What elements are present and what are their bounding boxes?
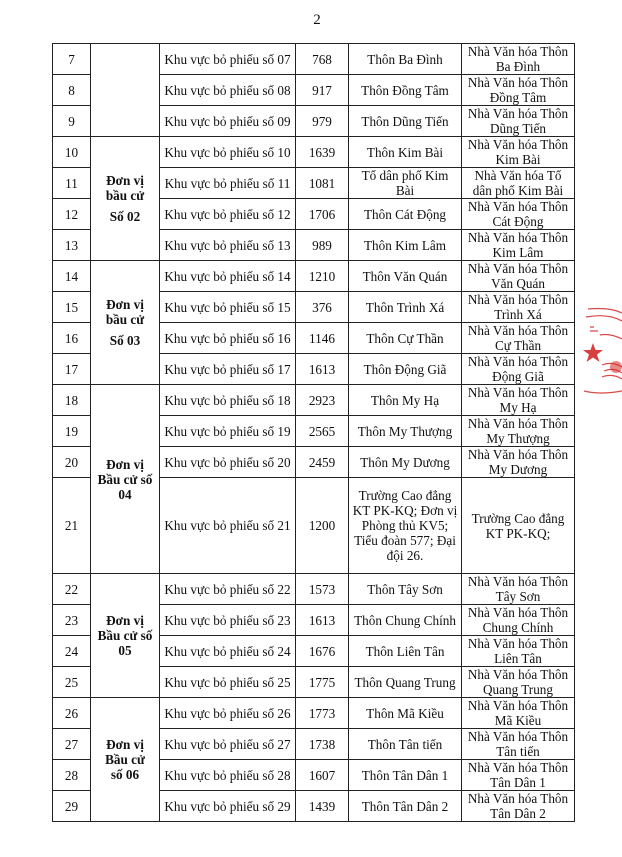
row-number-cell: 17	[53, 354, 91, 385]
polling-area-cell: Khu vực bỏ phiếu số 29	[160, 791, 296, 822]
electoral-unit-cell	[91, 261, 160, 385]
polling-place-cell: Nhà Văn hóa Thôn Trình Xá	[462, 292, 575, 323]
polling-area-cell: Khu vực bỏ phiếu số 22	[160, 574, 296, 605]
voter-count-cell: 1639	[296, 137, 349, 168]
polling-area-cell: Khu vực bỏ phiếu số 14	[160, 261, 296, 292]
row-number-cell: 9	[53, 106, 91, 137]
polling-place-cell: Nhà Văn hóa Thôn Tây Sơn	[462, 574, 575, 605]
voter-count-cell: 1607	[296, 760, 349, 791]
village-cell: Thôn Liên Tân	[349, 636, 462, 667]
polling-place-cell: Nhà Văn hóa Thôn My Dương	[462, 447, 575, 478]
row-number-cell: 13	[53, 230, 91, 261]
polling-area-cell: Khu vực bỏ phiếu số 17	[160, 354, 296, 385]
red-seal-stamp	[580, 305, 622, 405]
polling-area-cell: Khu vực bỏ phiếu số 27	[160, 729, 296, 760]
voter-count-cell: 1706	[296, 199, 349, 230]
row-number-cell: 28	[53, 760, 91, 791]
voter-count-cell: 1676	[296, 636, 349, 667]
polling-place-cell: Nhà Văn hóa Thôn Kim Lâm	[462, 230, 575, 261]
village-cell: Thôn Cự Thần	[349, 323, 462, 354]
electoral-unit-line: Số 03	[109, 333, 141, 348]
polling-place-cell: Nhà Văn hóa Thôn Cát Động	[462, 199, 575, 230]
electoral-unit-cell	[91, 44, 160, 137]
village-cell: Trường Cao đẳng KT PK-KQ; Đơn vị Phòng thủ KV5; Tiểu đoàn 577; Đại đội 26.	[349, 478, 462, 574]
table-row	[53, 137, 575, 168]
row-number-cell: 16	[53, 323, 91, 354]
polling-place-cell: Nhà Văn hóa Thôn Tân Dân 2	[462, 791, 575, 822]
electoral-unit-cell	[91, 574, 160, 698]
voter-count-cell: 2565	[296, 416, 349, 447]
polling-area-cell: Khu vực bỏ phiếu số 09	[160, 106, 296, 137]
row-number-cell: 8	[53, 75, 91, 106]
polling-area-cell: Khu vực bỏ phiếu số 24	[160, 636, 296, 667]
voter-count-cell: 1573	[296, 574, 349, 605]
electoral-unit-line: Đơn vị	[106, 297, 144, 312]
voter-count-cell: 2923	[296, 385, 349, 416]
polling-area-cell: Khu vực bỏ phiếu số 12	[160, 199, 296, 230]
village-cell: Thôn Tân Dân 1	[349, 760, 462, 791]
voter-count-cell: 1613	[296, 605, 349, 636]
row-number-cell: 23	[53, 605, 91, 636]
village-cell: Thôn Văn Quán	[349, 261, 462, 292]
electoral-unit-line: số 06	[110, 767, 140, 782]
voter-count-cell: 1613	[296, 354, 349, 385]
polling-place-cell: Nhà Văn hóa Thôn Dũng Tiến	[462, 106, 575, 137]
table-row	[53, 385, 575, 416]
star-icon	[583, 343, 603, 362]
row-number-cell: 21	[53, 478, 91, 574]
polling-area-cell: Khu vực bỏ phiếu số 07	[160, 44, 296, 75]
village-cell: Thôn Tân tiến	[349, 729, 462, 760]
electoral-unit-line: Bầu cử số	[97, 471, 153, 487]
polling-place-cell: Nhà Văn hóa Thôn Tân Dân 1	[462, 760, 575, 791]
electoral-unit-line: Đơn vị	[106, 737, 144, 752]
village-cell: Thôn My Dương	[349, 447, 462, 478]
polling-place-cell: Nhà Văn hóa Tổ dân phố Kim Bài	[462, 168, 575, 199]
polling-area-cell: Khu vực bỏ phiếu số 25	[160, 667, 296, 698]
village-cell: Thôn My Thượng	[349, 416, 462, 447]
electoral-unit-cell	[91, 137, 160, 261]
polling-place-cell: Nhà Văn hóa Thôn Động Giã	[462, 354, 575, 385]
polling-place-cell: Nhà Văn hóa Thôn My Thượng	[462, 416, 575, 447]
voter-count-cell: 2459	[296, 447, 349, 478]
polling-place-cell: Nhà Văn hóa Thôn Ba Đình	[462, 44, 575, 75]
polling-place-cell: Nhà Văn hóa Thôn Tân tiến	[462, 729, 575, 760]
polling-area-cell: Khu vực bỏ phiếu số 26	[160, 698, 296, 729]
polling-place-cell: Nhà Văn hóa Thôn Cự Thần	[462, 323, 575, 354]
electoral-unit-line: 04	[118, 486, 132, 502]
village-cell: Tổ dân phố Kim Bài	[349, 168, 462, 199]
village-cell: Thôn Quang Trung	[349, 667, 462, 698]
voter-count-cell: 1773	[296, 698, 349, 729]
voter-count-cell: 1439	[296, 791, 349, 822]
row-number-cell: 29	[53, 791, 91, 822]
polling-place-cell: Trường Cao đẳng KT PK-KQ;	[462, 478, 575, 574]
village-cell: Thôn Kim Lâm	[349, 230, 462, 261]
electoral-unit-line: 05	[118, 643, 132, 658]
table-row	[53, 44, 575, 75]
voter-count-cell: 917	[296, 75, 349, 106]
polling-area-cell: Khu vực bỏ phiếu số 11	[160, 168, 296, 199]
village-cell: Thôn Tân Dân 2	[349, 791, 462, 822]
voter-count-cell: 1200	[296, 478, 349, 574]
row-number-cell: 14	[53, 261, 91, 292]
village-cell: Thôn Động Giã	[349, 354, 462, 385]
polling-area-cell: Khu vực bỏ phiếu số 08	[160, 75, 296, 106]
voter-count-cell: 1146	[296, 323, 349, 354]
row-number-cell: 20	[53, 447, 91, 478]
polling-area-cell: Khu vực bỏ phiếu số 20	[160, 447, 296, 478]
electoral-unit-line: bầu cử	[105, 188, 145, 203]
row-number-cell: 15	[53, 292, 91, 323]
electoral-unit-line: Đơn vị	[106, 456, 144, 472]
polling-place-cell: Nhà Văn hóa Thôn My Hạ	[462, 385, 575, 416]
village-cell: Thôn My Hạ	[349, 385, 462, 416]
polling-area-cell: Khu vực bỏ phiếu số 16	[160, 323, 296, 354]
table-row	[53, 261, 575, 292]
village-cell: Thôn Ba Đình	[349, 44, 462, 75]
electoral-unit-line: Đơn vị	[106, 173, 144, 188]
polling-place-cell: Nhà Văn hóa Thôn Liên Tân	[462, 636, 575, 667]
row-number-cell: 25	[53, 667, 91, 698]
polling-place-cell: Nhà Văn hóa Thôn Quang Trung	[462, 667, 575, 698]
voter-count-cell: 1775	[296, 667, 349, 698]
village-cell: Thôn Tây Sơn	[349, 574, 462, 605]
polling-area-cell: Khu vực bỏ phiếu số 10	[160, 137, 296, 168]
row-number-cell: 24	[53, 636, 91, 667]
polling-place-cell: Nhà Văn hóa Thôn Đồng Tâm	[462, 75, 575, 106]
village-cell: Thôn Mã Kiều	[349, 698, 462, 729]
polling-place-cell: Nhà Văn hóa Thôn Văn Quán	[462, 261, 575, 292]
electoral-unit-line: Bầu cử số	[97, 628, 153, 643]
polling-area-cell: Khu vực bỏ phiếu số 28	[160, 760, 296, 791]
row-number-cell: 19	[53, 416, 91, 447]
row-number-cell: 22	[53, 574, 91, 605]
polling-area-cell: Khu vực bỏ phiếu số 21	[160, 478, 296, 574]
polling-place-cell: Nhà Văn hóa Thôn Chung Chính	[462, 605, 575, 636]
village-cell: Thôn Cát Động	[349, 199, 462, 230]
electoral-unit-cell	[91, 385, 160, 574]
village-cell: Thôn Chung Chính	[349, 605, 462, 636]
electoral-unit-line: bầu cử	[105, 312, 145, 327]
row-number-cell: 11	[53, 168, 91, 199]
voter-count-cell: 768	[296, 44, 349, 75]
voter-count-cell: 376	[296, 292, 349, 323]
polling-place-cell: Nhà Văn hóa Thôn Kim Bài	[462, 137, 575, 168]
row-number-cell: 7	[53, 44, 91, 75]
village-cell: Thôn Kim Bài	[349, 137, 462, 168]
electoral-unit-line: Bầu cử	[105, 752, 145, 767]
table-row	[53, 574, 575, 605]
row-number-cell: 26	[53, 698, 91, 729]
polling-area-cell: Khu vực bỏ phiếu số 15	[160, 292, 296, 323]
voter-count-cell: 1738	[296, 729, 349, 760]
polling-area-cell: Khu vực bỏ phiếu số 23	[160, 605, 296, 636]
voter-count-cell: 989	[296, 230, 349, 261]
voter-count-cell: 1081	[296, 168, 349, 199]
polling-area-cell: Khu vực bỏ phiếu số 13	[160, 230, 296, 261]
electoral-unit-line: Đơn vị	[106, 613, 144, 628]
voter-count-cell: 979	[296, 106, 349, 137]
row-number-cell: 12	[53, 199, 91, 230]
table-row	[53, 698, 575, 729]
electoral-unit-line: Số 02	[109, 209, 141, 224]
polling-area-cell: Khu vực bỏ phiếu số 19	[160, 416, 296, 447]
voter-count-cell: 1210	[296, 261, 349, 292]
polling-place-cell: Nhà Văn hóa Thôn Mã Kiều	[462, 698, 575, 729]
row-number-cell: 27	[53, 729, 91, 760]
page-number: 2	[313, 12, 321, 28]
polling-area-cell: Khu vực bỏ phiếu số 18	[160, 385, 296, 416]
village-cell: Thôn Đồng Tâm	[349, 75, 462, 106]
row-number-cell: 18	[53, 385, 91, 416]
electoral-unit-cell	[91, 698, 160, 822]
village-cell: Thôn Dũng Tiến	[349, 106, 462, 137]
village-cell: Thôn Trình Xá	[349, 292, 462, 323]
polling-area-table	[52, 43, 575, 822]
row-number-cell: 10	[53, 137, 91, 168]
